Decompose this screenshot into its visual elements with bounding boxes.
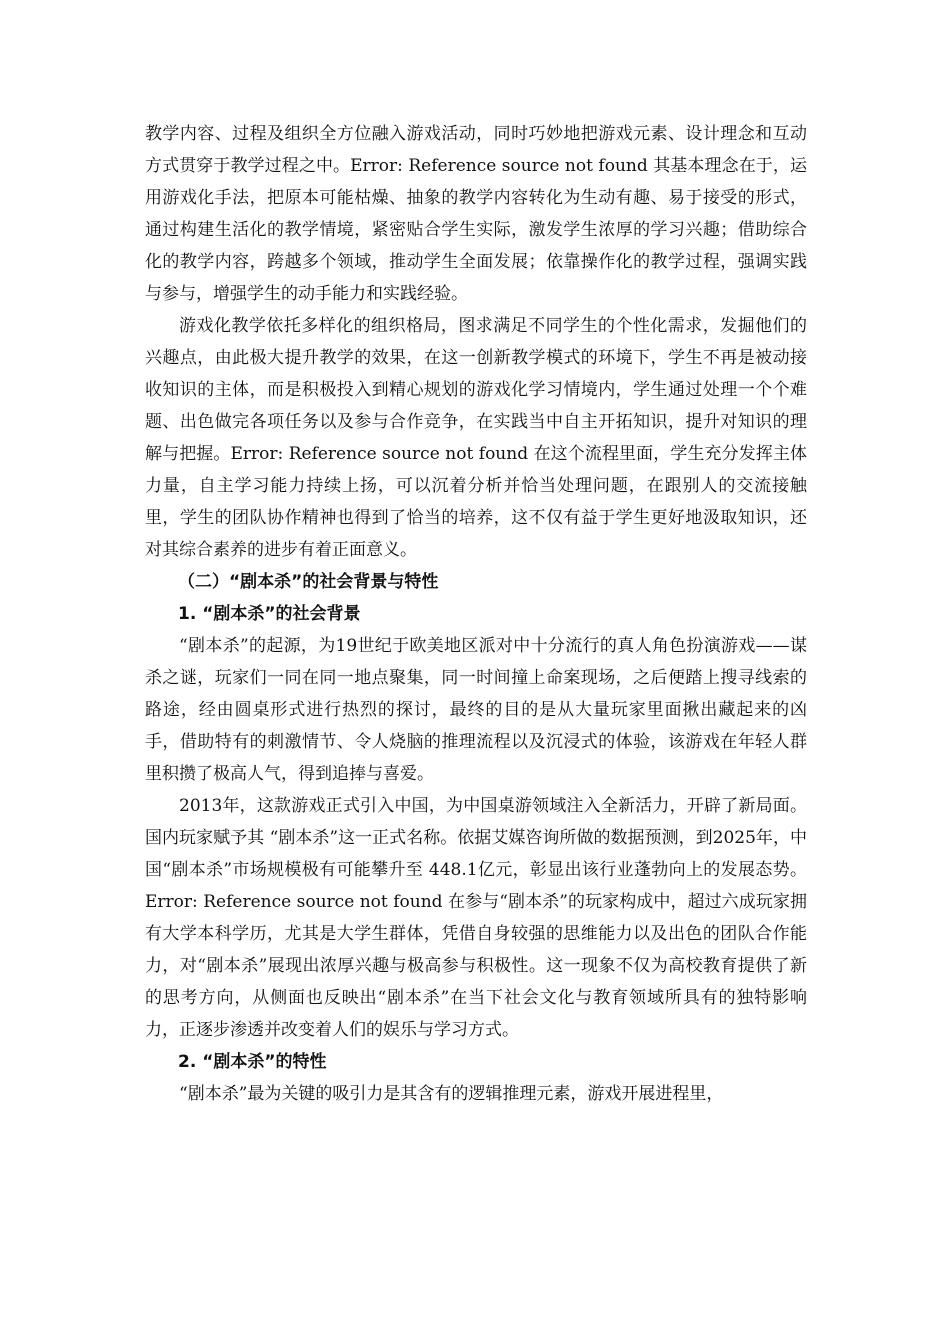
subheading-social-background: 1. “剧本杀”的社会背景	[178, 604, 361, 624]
paragraph-china-market: 2013年，这款游戏正式引入中国，为中国桌游领域注入全新活力，开辟了新局面。国内玩家赋予其 “剧本杀”这一正式名称。依据艾媒咨询所做的数据预测，到2025年，中国“剧本杀”市场规模极有可能攀升至 448.1亿元，彰显出该行业蓬勃向上的发展态势。Error: Reference source not found 在参与“剧本杀”的玩家构成中，超过六成玩家拥有大学本科学历，尤其是大学生群体，凭借自身较强的思维能力以及出色的团队合作能力，对“剧本杀”展现出浓厚兴趣与极高参与积极性。这一现象不仅为高校教育提供了新的思考方向，从侧面也反映出“剧本杀”在当下社会文化与教育领域所具有的独特影响力，正逐步渗透并改变着人们的娱乐与学习方式。	[145, 796, 807, 1040]
paragraph-gamification-concept: 教学内容、过程及组织全方位融入游戏活动，同时巧妙地把游戏元素、设计理念和互动方式贯穿于教学过程之中。Error: Reference source not found 其基本理念在于，运用游戏化手法，把原本可能枯燥、抽象的教学内容转化为生动有趣、易于接受的形式，通过构建生活化的教学情境，紧密贴合学生实际，激发学生浓厚的学习兴趣；借助综合化的教学内容，跨越多个领域，推动学生全面发展；依靠操作化的教学过程，强调实践与参与，增强学生的动手能力和实践经验。	[145, 124, 807, 304]
paragraph-logic-reasoning: “剧本杀”最为关键的吸引力是其含有的逻辑推理元素，游戏开展进程里，	[179, 1084, 724, 1104]
document-body	[145, 118, 807, 1110]
subheading-characteristics: 2. “剧本杀”的特性	[178, 1052, 327, 1072]
paragraph-origin: “剧本杀”的起源，为19世纪于欧美地区派对中十分流行的真人角色扮演游戏——谋杀之谜，玩家们一同在同一地点聚集，同一时间撞上命案现场，之后便踏上搜寻线索的路途，经由圆桌形式进行热烈的探讨，最终的目的是从大量玩家里面揪出藏起来的凶手，借助特有的刺激情节、令人烧脑的推理流程以及沉浸式的体验，该游戏在年轻人群里积攒了极高人气，得到追捧与喜爱。	[145, 636, 807, 784]
paragraph-gamification-organization: 游戏化教学依托多样化的组织格局，图求满足不同学生的个性化需求，发掘他们的兴趣点，由此极大提升教学的效果，在这一创新教学模式的环境下，学生不再是被动接收知识的主体，而是积极投入到精心规划的游戏化学习情境内，学生通过处理一个个难题、出色做完各项任务以及参与合作竞争，在实践当中自主开拓知识，提升对知识的理解与把握。Error: Reference source not found 在这个流程里面，学生充分发挥主体力量，自主学习能力持续上扬，可以沉着分析并恰当处理问题，在跟别人的交流接触里，学生的团队协作精神也得到了恰当的培养，这不仅有益于学生更好地汲取知识，还对其综合素养的进步有着正面意义。	[145, 316, 807, 560]
section-heading: （二）“剧本杀”的社会背景与特性	[178, 572, 439, 592]
